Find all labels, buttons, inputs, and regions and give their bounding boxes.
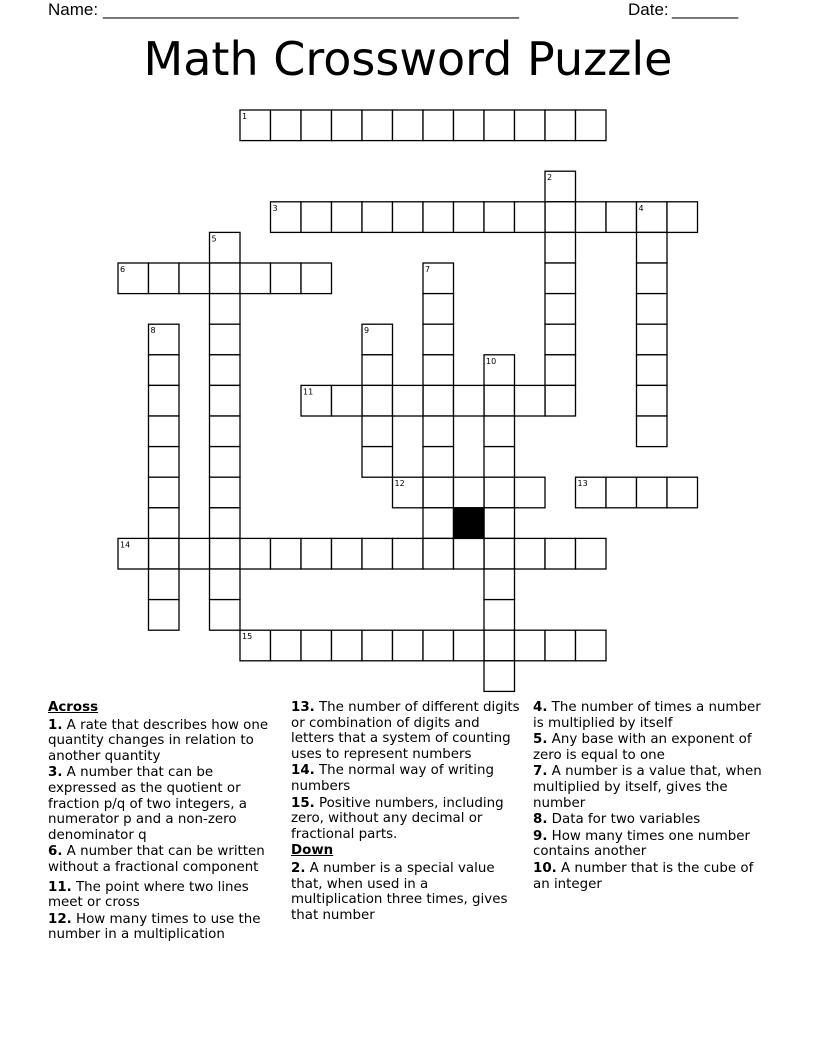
clue-number: 1. (48, 717, 63, 733)
clue-number: 9. (533, 828, 548, 844)
clue-number: 12. (48, 911, 72, 927)
clue-text: The normal way of writing numbers (291, 763, 494, 794)
grid-cell[interactable] (210, 324, 241, 355)
clue-text: A number is a special value that, when used in a multiplication three times, gives that number (291, 860, 508, 923)
clue-down-2 (291, 861, 523, 923)
grid-cell[interactable] (637, 294, 668, 325)
grid-cell[interactable] (576, 202, 607, 233)
grid-cell[interactable] (515, 202, 546, 233)
grid-cell[interactable] (149, 477, 180, 508)
clue-text: A number that can be written without a fractional component (48, 844, 265, 875)
grid-cell[interactable] (637, 477, 668, 508)
grid-cell[interactable] (637, 416, 668, 447)
clues-column-3 (533, 700, 765, 893)
grid-cell[interactable] (210, 600, 241, 631)
clue-text: A number that is the cube of an integer (533, 860, 754, 892)
clue-across-1 (48, 718, 280, 765)
clue-number: 10. (533, 860, 557, 876)
grid-cell[interactable] (423, 447, 454, 478)
clue-number-label: 10 (486, 356, 497, 366)
grid-cell[interactable] (149, 600, 180, 631)
clue-number: 4. (533, 700, 548, 715)
clue-number-label: 7 (425, 265, 431, 274)
clue-number: 6. (48, 844, 63, 860)
grid-cell[interactable] (454, 110, 485, 141)
grid-cell[interactable] (484, 447, 515, 478)
grid-cell[interactable] (423, 630, 454, 661)
grid-cell[interactable] (210, 508, 241, 539)
grid-cell[interactable] (332, 385, 363, 416)
grid-cell[interactable] (210, 416, 241, 447)
clue-number-label: 3 (272, 203, 278, 213)
date-label: Date: (628, 0, 669, 19)
clue-down-7 (533, 764, 765, 811)
clue-down-10 (533, 861, 765, 892)
clue-text: A number that can be expressed as the quotient or fraction p/q of two integers, a numerator p and a non-zero denominator q (48, 765, 247, 843)
grid-cell[interactable] (332, 538, 363, 569)
clues-column-1 (48, 700, 280, 944)
clue-number-label: 4 (638, 203, 644, 213)
grid-cell[interactable] (179, 538, 210, 569)
grid-cell[interactable] (210, 385, 241, 416)
grid-cell[interactable] (393, 538, 424, 569)
grid-cell[interactable] (423, 538, 454, 569)
clue-number: 15. (291, 795, 315, 811)
grid-cell[interactable] (210, 294, 241, 325)
clue-number-label: 15 (242, 632, 253, 642)
grid-cell[interactable] (210, 569, 241, 600)
across-heading: Across (48, 700, 99, 715)
grid-cell[interactable] (393, 385, 424, 416)
clue-across-6 (48, 844, 280, 875)
grid-cell[interactable] (271, 110, 302, 141)
grid-cell[interactable] (240, 263, 271, 294)
grid-cell[interactable] (362, 385, 393, 416)
grid-cell[interactable] (606, 202, 637, 233)
grid-cell[interactable] (362, 630, 393, 661)
grid-cell[interactable] (393, 202, 424, 233)
clue-across-12 (48, 912, 280, 943)
grid-cell[interactable] (484, 630, 515, 661)
clue-number-label: 9 (364, 326, 370, 336)
grid-cell[interactable] (179, 263, 210, 294)
clue-number-label: 14 (120, 540, 131, 550)
grid-cell[interactable] (667, 202, 698, 233)
grid-cell[interactable] (149, 416, 180, 447)
grid-cell[interactable] (545, 263, 576, 294)
grid-cell[interactable] (149, 355, 180, 386)
grid-cell[interactable] (576, 538, 607, 569)
grid-cell[interactable] (576, 110, 607, 141)
clue-down-4 (533, 700, 765, 731)
grid-cell[interactable] (301, 110, 332, 141)
clue-number-label: 5 (211, 234, 217, 244)
grid-cell[interactable] (362, 355, 393, 386)
grid-cell[interactable] (484, 202, 515, 233)
grid-cell[interactable] (423, 416, 454, 447)
clue-down-9 (533, 829, 765, 860)
grid-cell[interactable] (545, 324, 576, 355)
clue-across-3 (48, 765, 280, 843)
grid-cell[interactable] (149, 569, 180, 600)
grid-cell[interactable] (545, 385, 576, 416)
name-field[interactable]: ____________________________________________ (103, 0, 520, 19)
grid-cell[interactable] (484, 110, 515, 141)
grid-cell[interactable] (454, 538, 485, 569)
grid-cell[interactable] (332, 630, 363, 661)
grid-cell[interactable] (454, 630, 485, 661)
grid-cell[interactable] (393, 630, 424, 661)
grid-cell[interactable] (515, 110, 546, 141)
grid-cell[interactable] (423, 294, 454, 325)
grid-cell[interactable] (484, 385, 515, 416)
grid-cell[interactable] (423, 385, 454, 416)
grid-cell[interactable] (362, 538, 393, 569)
grid-cell[interactable] (301, 263, 332, 294)
clue-down-8 (533, 812, 765, 828)
clue-text: The number of different digits or combination of digits and letters that a system of counting uses to represent numbers (291, 700, 520, 762)
clue-text: How many times one number contains another (533, 828, 750, 860)
grid-cell[interactable] (332, 110, 363, 141)
grid-cell[interactable] (210, 477, 241, 508)
grid-cell[interactable] (637, 355, 668, 386)
grid-cell[interactable] (515, 538, 546, 569)
grid-cell[interactable] (423, 110, 454, 141)
grid-cell[interactable] (484, 508, 515, 539)
grid-cell[interactable] (454, 202, 485, 233)
clue-number: 8. (533, 812, 548, 828)
grid-cell[interactable] (545, 202, 576, 233)
grid-cell[interactable] (637, 385, 668, 416)
grid-cell[interactable] (149, 538, 180, 569)
clue-down-5 (533, 732, 765, 763)
grid-cell[interactable] (393, 110, 424, 141)
grid-cell[interactable] (332, 202, 363, 233)
page-title: Math Crossword Puzzle (143, 32, 673, 86)
grid-cell[interactable] (484, 477, 515, 508)
grid-cell[interactable] (545, 538, 576, 569)
grid-cell[interactable] (515, 630, 546, 661)
grid-cell[interactable] (149, 385, 180, 416)
grid-cell[interactable] (423, 477, 454, 508)
grid-cell[interactable] (576, 630, 607, 661)
grid-cell[interactable] (545, 294, 576, 325)
grid-cell[interactable] (271, 630, 302, 661)
grid-cell[interactable] (545, 355, 576, 386)
grid-cell[interactable] (210, 538, 241, 569)
clue-number: 11. (48, 879, 72, 895)
clue-text: Data for two variables (551, 812, 701, 828)
clue-number: 14. (291, 763, 315, 779)
grid-cell[interactable] (545, 630, 576, 661)
clue-number-label: 13 (577, 479, 588, 489)
grid-cell[interactable] (210, 263, 241, 294)
grid-cell[interactable] (423, 508, 454, 539)
grid-cell[interactable] (240, 538, 271, 569)
grid-cell[interactable] (271, 538, 302, 569)
grid-cell[interactable] (545, 232, 576, 263)
grid-cell[interactable] (210, 355, 241, 386)
down-heading: Down (291, 843, 334, 859)
clue-number-label: 8 (150, 326, 156, 336)
grid-cell[interactable] (606, 477, 637, 508)
clue-text: How many times to use the number in a multiplication (48, 911, 261, 943)
grid-cell[interactable] (667, 477, 698, 508)
clue-number-label: 1 (242, 112, 248, 121)
grid-cell[interactable] (362, 110, 393, 141)
grid-cell[interactable] (362, 447, 393, 478)
grid-cell[interactable] (423, 355, 454, 386)
clue-text: A number is a value that, when multiplied by itself, gives the number (533, 764, 762, 811)
grid-cell[interactable] (637, 324, 668, 355)
clue-number: 3. (48, 765, 63, 781)
grid-cell[interactable] (149, 263, 180, 294)
grid-cell[interactable] (362, 416, 393, 447)
grid-cell[interactable] (484, 538, 515, 569)
black-square (454, 508, 485, 539)
clue-number: 5. (533, 732, 548, 748)
grid-cell[interactable] (484, 600, 515, 631)
grid-cell[interactable] (637, 232, 668, 263)
grid-cell[interactable] (484, 569, 515, 600)
date-field[interactable]: _______ (672, 0, 739, 19)
grid-cell[interactable] (149, 508, 180, 539)
grid-cell[interactable] (515, 385, 546, 416)
grid-cell[interactable] (484, 416, 515, 447)
grid-cell[interactable] (301, 202, 332, 233)
clue-number: 13. (291, 700, 315, 715)
name-label: Name: (48, 0, 99, 19)
grid-cell[interactable] (423, 202, 454, 233)
clue-text: The number of times a number is multiplied by itself (533, 700, 761, 731)
grid-cell[interactable] (301, 630, 332, 661)
clue-text: Positive numbers, including zero, without any decimal or fractional parts. (291, 795, 504, 842)
grid-cell[interactable] (545, 110, 576, 141)
grid-cell[interactable] (271, 263, 302, 294)
clue-number: 2. (291, 860, 306, 876)
grid-cell[interactable] (484, 661, 515, 692)
grid-cell[interactable] (454, 385, 485, 416)
grid-cell[interactable] (454, 477, 485, 508)
clue-across-11 (48, 880, 280, 911)
clue-number-label: 12 (394, 479, 405, 489)
clue-text: The point where two lines meet or cross (48, 879, 249, 911)
grid-cell[interactable] (362, 202, 393, 233)
grid-cell[interactable] (637, 263, 668, 294)
clue-text: A rate that describes how one quantity changes in relation to another quantity (48, 717, 269, 764)
clue-number-label: 2 (547, 173, 553, 183)
clue-text: Any base with an exponent of zero is equal to one (533, 732, 752, 763)
clue-across-14 (291, 763, 523, 794)
grid-cell[interactable] (301, 538, 332, 569)
grid-cell[interactable] (149, 447, 180, 478)
clue-number-label: 6 (120, 265, 126, 274)
clue-across-13 (291, 700, 523, 762)
grid-cell[interactable] (515, 477, 546, 508)
clue-number-label: 11 (303, 387, 314, 397)
clues-column-2 (291, 700, 523, 924)
grid-cell[interactable] (210, 447, 241, 478)
clue-number: 7. (533, 764, 548, 780)
clue-across-15 (291, 796, 523, 843)
grid-cell[interactable] (423, 324, 454, 355)
